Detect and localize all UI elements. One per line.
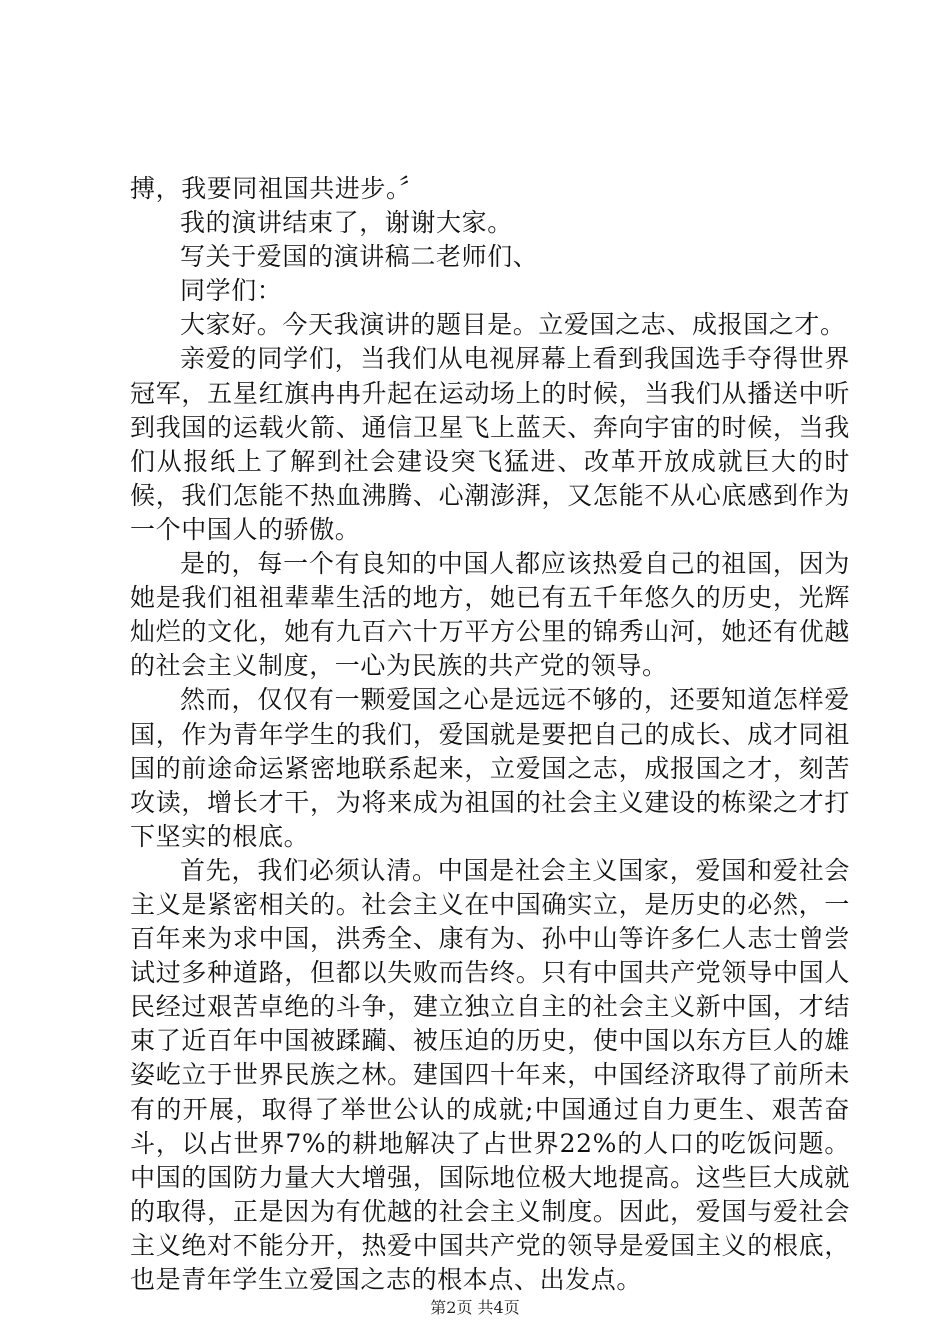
paragraph-body: 亲爱的同学们，当我们从电视屏幕上看到我国选手夺得世界冠军，五星红旗冉冉升起在运动场上的时候，当我们从播送中听到我国的运载火箭、通信卫星飞上蓝天、奔向宇宙的时候，当我们从报纸上了解到社会建设突飞猛进、改革开放成就巨大的时候，我们怎能不热血沸腾、心潮澎湃，又怎能不从心底感到作为一个中国人的骄傲。 (130, 344, 850, 544)
paragraph-salutation: 同学们： (180, 276, 283, 306)
document-body (130, 172, 850, 1297)
page-number: 第2页 共4页 (430, 1298, 520, 1317)
paragraph-continuation: 搏，我要同祖国共进步。〞 (130, 174, 425, 203)
paragraph-closing: 我的演讲结束了，谢谢大家。 (180, 208, 513, 238)
paragraph-body: 首先，我们必须认清。中国是社会主义国家，爱国和爱社会主义是紧密相关的。社会主义在中国确实立，是历史的必然，一百年来为求中国，洪秀全、康有为、孙中山等许多仁人志士曾尝试过多种道路，但都以失败而告终。只有中国共产党领导中国人民经过艰苦卓绝的斗争，建立独立自主的社会主义新中国，才结束了近百年中国被蹂躏、被压迫的历史，使中国以东方巨人的雄姿屹立于世界民族之林。建国四十年来，中国经济取得了前所未有的开展，取得了举世公认的成就;中国通过自力更生、艰苦奋斗，以占世界7%的耕地解决了占世界22%的人口的吃饭问题。中国的国防力量大大增强，国际地位极大地提高。这些巨大成就的取得，正是因为有优越的社会主义制度。因此，爱国与爱社会主义绝对不能分开，热爱中国共产党的领导是爱国主义的根底，也是青年学生立爱国之志的根本点、出发点。 (130, 855, 850, 1294)
page-footer (0, 1298, 950, 1318)
paragraph-body: 然而，仅仅有一颗爱国之心是远远不够的，还要知道怎样爱国，作为青年学生的我们，爱国就是要把自己的成长、成才同祖国的前途命运紧密地联系起来，立爱国之志，成报国之才，刻苦攻读，增长才干，为将来成为祖国的社会主义建设的栋梁之才打下坚实的根底。 (130, 685, 850, 851)
paragraph-body: 是的，每一个有良知的中国人都应该热爱自己的祖国，因为她是我们祖祖辈辈生活的地方，她已有五千年悠久的历史，光辉灿烂的文化，她有九百六十万平方公里的锦秀山河，她还有优越的社会主义制度，一心为民族的共产党的领导。 (130, 549, 850, 681)
paragraph-greeting: 大家好。今天我演讲的题目是。立爱国之志、成报国之才。 (180, 310, 846, 340)
paragraph-speech-title: 写关于爱国的演讲稿二老师们、 (180, 242, 539, 272)
